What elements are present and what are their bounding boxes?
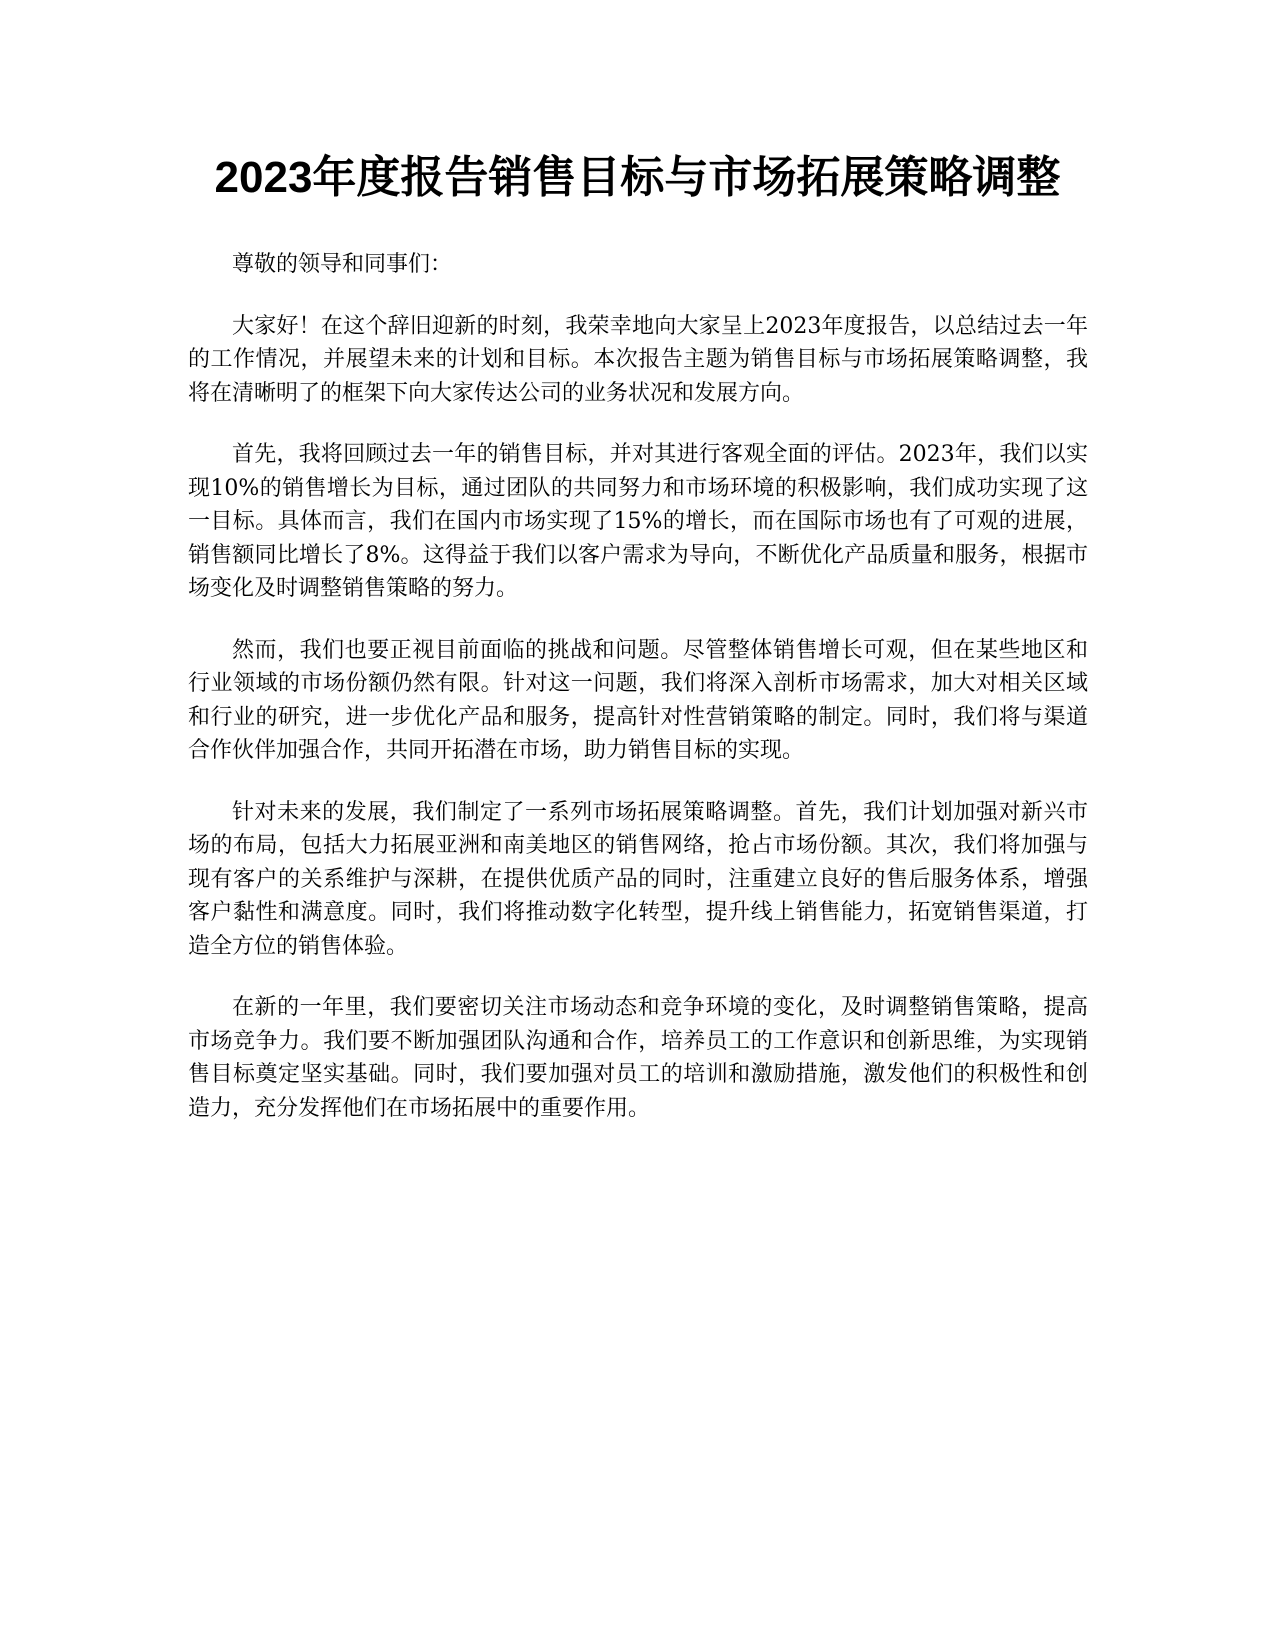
paragraph-intro: 大家好！在这个辞旧迎新的时刻，我荣幸地向大家呈上2023年度报告，以总结过去一年的工作情况，并展望未来的计划和目标。本次报告主题为销售目标与市场拓展策略调整，我将在清晰明了的框架下向大家传达公司的业务状况和发展方向。 <box>188 313 1088 406</box>
paragraph-review: 首先，我将回顾过去一年的销售目标，并对其进行客观全面的评估。2023年，我们以实现10%的销售增长为目标，通过团队的共同努力和市场环境的积极影响，我们成功实现了这一目标。具体而言，我们在国内市场实现了15%的增长，而在国际市场也有了可观的进展，销售额同比增长了8%。这得益于我们以客户需求为导向，不断优化产品质量和服务，根据市场变化及时调整销售策略的努力。 <box>188 442 1088 601</box>
document-body <box>188 248 1088 1153</box>
paragraph-challenges: 然而，我们也要正视目前面临的挑战和问题。尽管整体销售增长可观，但在某些地区和行业领域的市场份额仍然有限。针对这一问题，我们将深入剖析市场需求，加大对相关区域和行业的研究，进一步优化产品和服务，提高针对性营销策略的制定。同时，我们将与渠道合作伙伴加强合作，共同开拓潜在市场，助力销售目标的实现。 <box>188 637 1088 763</box>
paragraph-strategy: 针对未来的发展，我们制定了一系列市场拓展策略调整。首先，我们计划加强对新兴市场的布局，包括大力拓展亚洲和南美地区的销售网络，抢占市场份额。其次，我们将加强与现有客户的关系维护与深耕，在提供优质产品的同时，注重建立良好的售后服务体系，增强客户黏性和满意度。同时，我们将推动数字化转型，提升线上销售能力，拓宽销售渠道，打造全方位的销售体验。 <box>188 799 1088 959</box>
page-title: 2023年度报告销售目标与市场拓展策略调整 <box>214 153 1061 202</box>
paragraph-outlook: 在新的一年里，我们要密切关注市场动态和竞争环境的变化，及时调整销售策略，提高市场竞争力。我们要不断加强团队沟通和合作，培养员工的工作意识和创新思维，为实现销售目标奠定坚实基础。同时，我们要加强对员工的培训和激励措施，激发他们的积极性和创造力，充分发挥他们在市场拓展中的重要作用。 <box>188 995 1088 1121</box>
greeting: 尊敬的领导和同事们： <box>232 252 453 277</box>
